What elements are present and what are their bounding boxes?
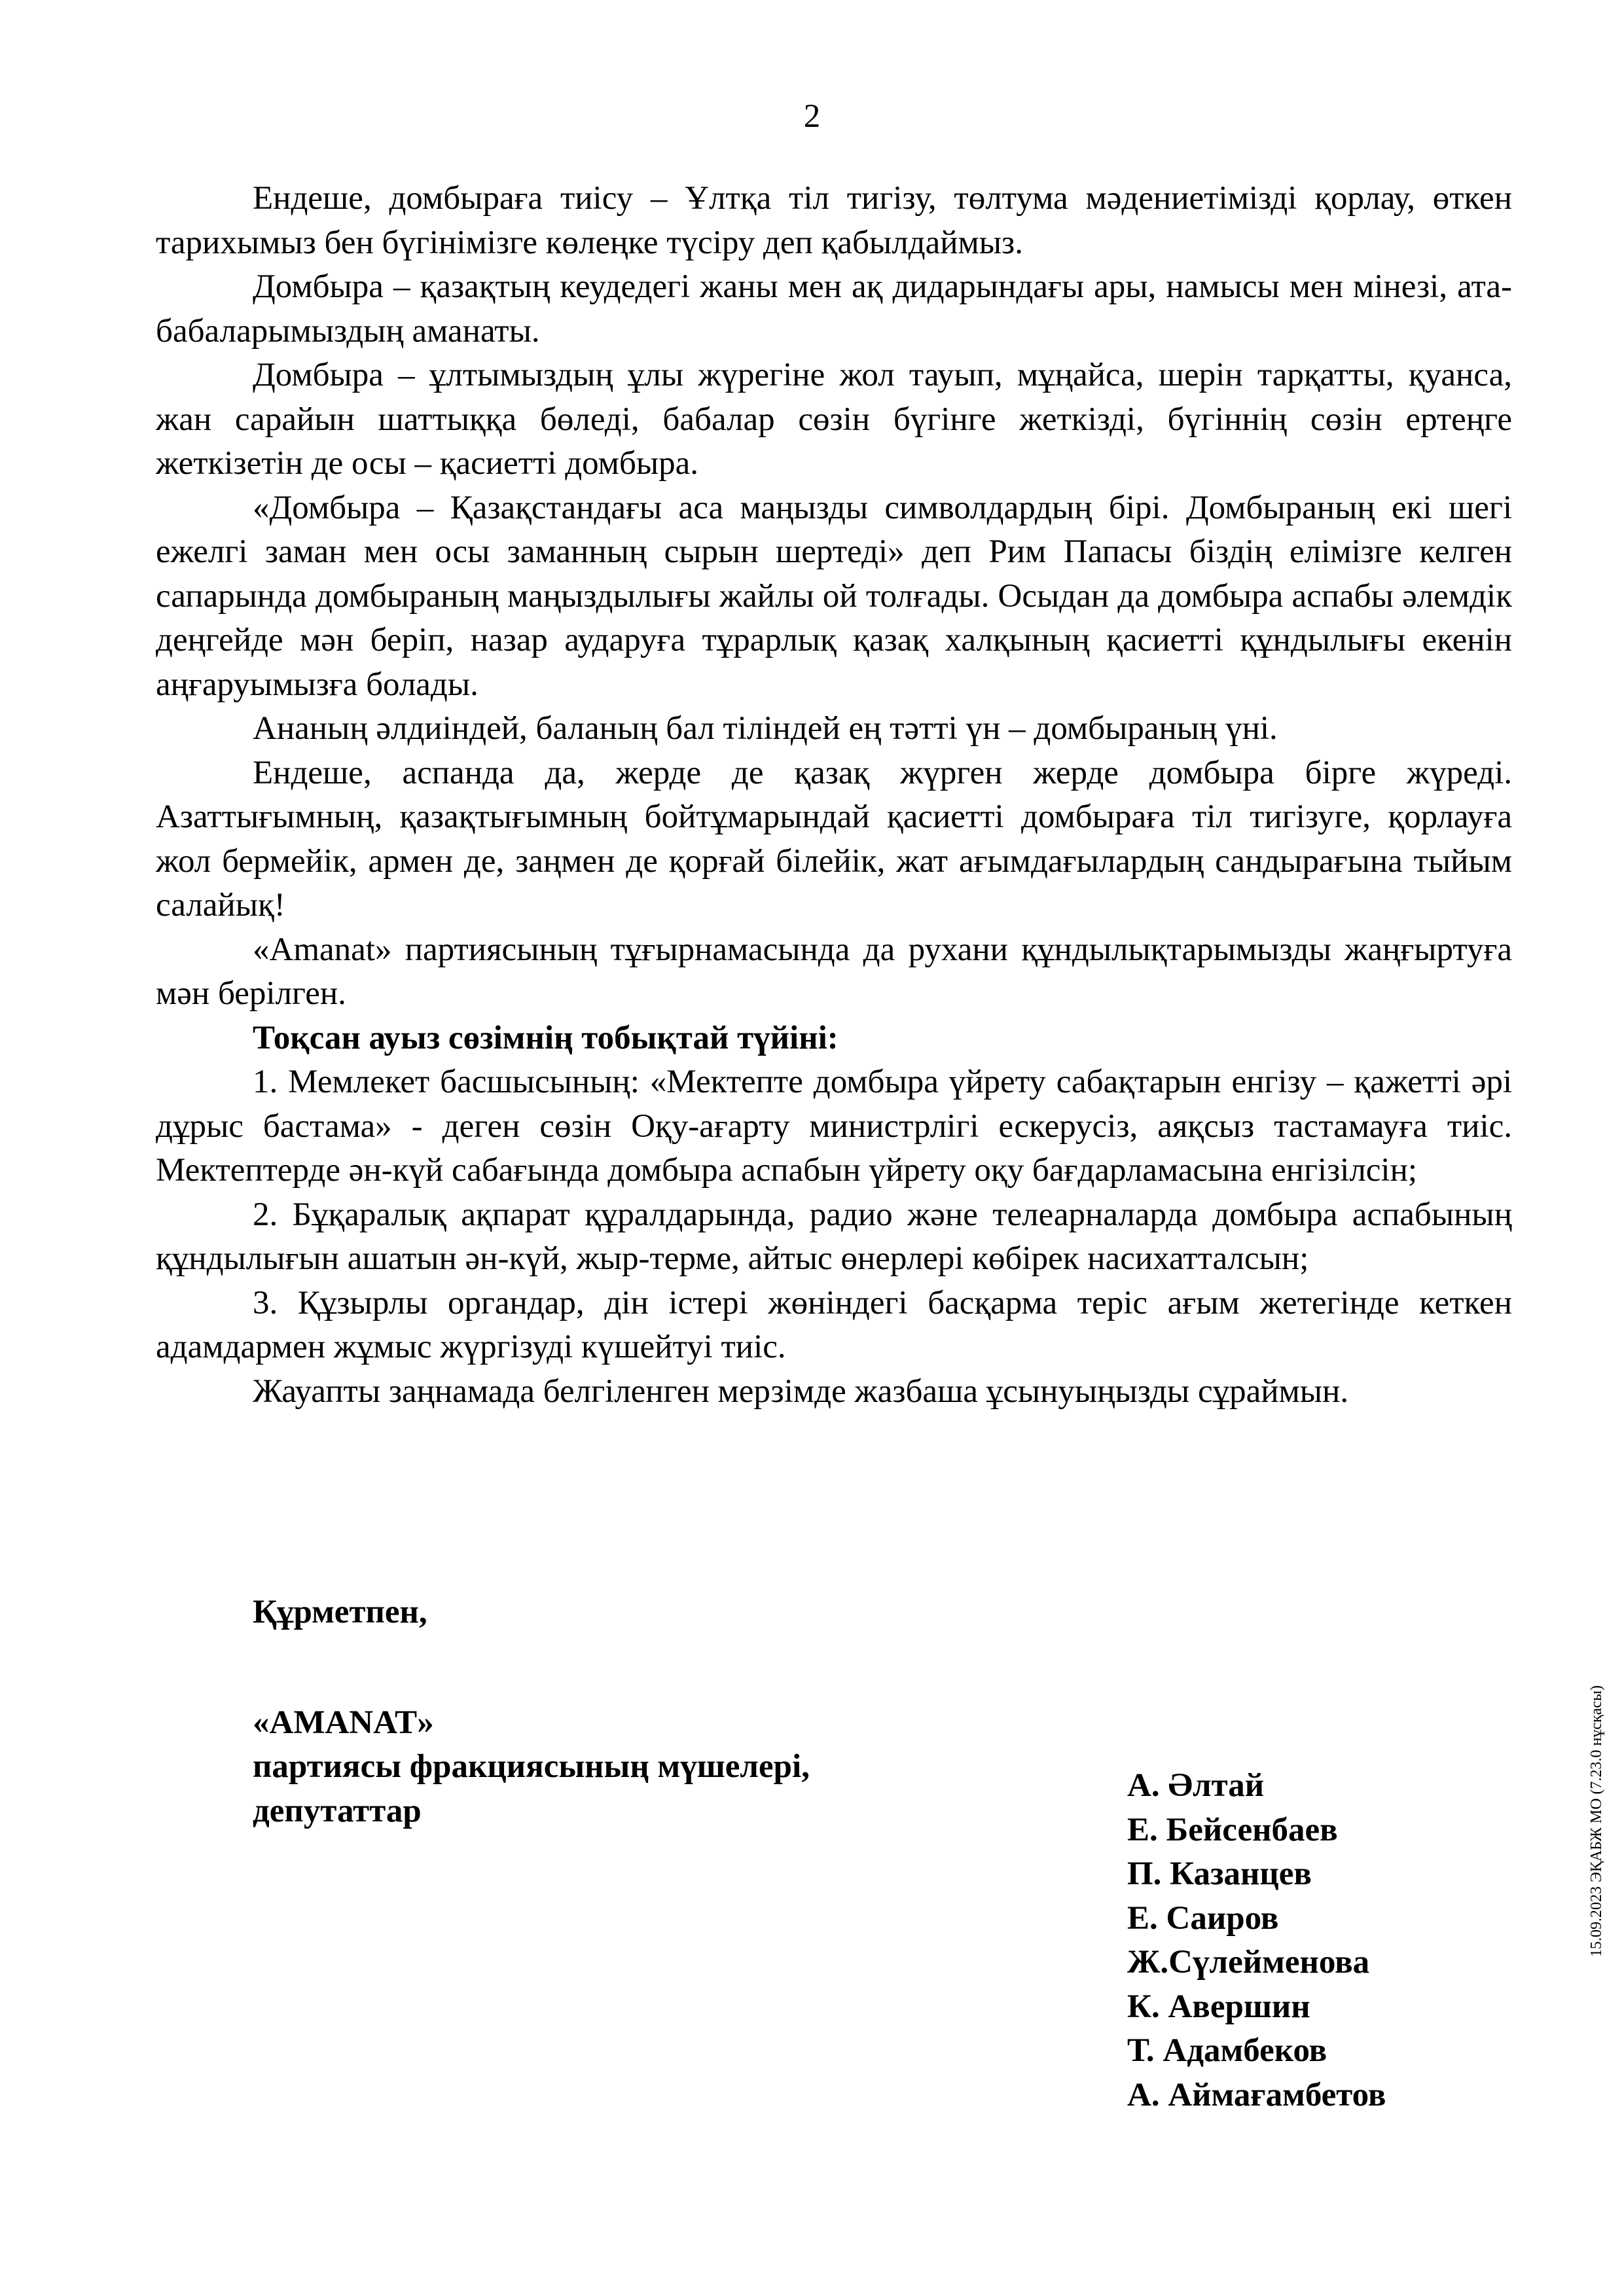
proposal-item: 1. Мемлекет басшысының: «Мектепте домбыра үйрету сабақтарын енгізу – қажетті әрі дұрыс бастама» - деген сөзін Оқу-ағарту министрлігі ескерусіз, аяқсыз тастамауға тиіс. Мектептерде ән-күй сабағында домбыра аспабын үйрету оқу бағдарламасына енгізілсін; <box>156 1064 1512 1189</box>
document-body <box>156 177 1512 1414</box>
paragraph: «Amanat» партиясының тұғырнамасында да рухани құндылықтарымызды жаңғыртуға мән берілген. <box>156 931 1512 1012</box>
faction-line: партиясы фракциясының мүшелері, <box>253 1748 810 1785</box>
signatory-name: Е. Саиров <box>1127 1899 1279 1937</box>
paragraph: Ананың әлдиіндей, баланың бал тіліндей ең тәтті үн – домбыраның үні. <box>253 710 1278 747</box>
signatory-name: К. Авершин <box>1127 1988 1310 2025</box>
party-name: «AMANAT» <box>253 1704 434 1741</box>
paragraph: Ендеше, аспанда да, жерде де қазақ жүрген жерде домбыра бірге жүреді. Азаттығымның, қазақтығымның бойтұмарындай қасиетті домбыраға тіл тигізуге, қорлауға жол бермейік, армен де, заңмен де қорғай білейік, жат ағымдағылардың сандырағына тыйым салайық! <box>156 754 1512 924</box>
side-stamp-text: 15.09.2023 ЭҚАБЖ МО (7.23.0 нұсқасы) <box>1588 1685 1605 1957</box>
role-line: депутаттар <box>253 1792 422 1829</box>
signatories-list <box>1127 1764 1386 2117</box>
signatory-name: А. Аймағамбетов <box>1127 2076 1386 2113</box>
request-line: Жауапты заңнамада белгіленген мерзімде жазбаша ұсынуыңызды сұраймын. <box>253 1372 1349 1410</box>
paragraph: Домбыра – қазақтың кеудедегі жаны мен ақ дидарындағы ары, намысы мен мінезі, ата-бабаларымыздың аманаты. <box>156 268 1512 350</box>
salutation: Құрметпен, <box>253 1594 427 1630</box>
signatory-name: Ж.Сүлейменова <box>1127 1944 1370 1981</box>
closing-block <box>253 1590 810 1833</box>
paragraph: «Домбыра – Қазақстандағы аса маңызды символдардың бірі. Домбыраның екі шегі ежелгі заман мен осы заманның сырын шертеді» деп Рим Папасы біздің елімізге келген сапарында домбыраның маңыздылығы жайлы ой толғады. Осыдан да домбыра аспабы әлемдік деңгейде мән беріп, назар аударуға тұрарлық қазақ халқының қасиетті құндылығы екенін аңғаруымызға болады. <box>156 489 1512 703</box>
paragraph: Ендеше, домбыраға тиісу – Ұлтқа тіл тигізу, төлтума мәдениетімізді қорлау, өткен тарихымыз бен бүгінімізге көлеңке түсіру деп қабылдаймыз. <box>156 180 1512 261</box>
signatory-name: Т. Адамбеков <box>1127 2032 1327 2069</box>
signatory-name: П. Казанцев <box>1127 1856 1312 1892</box>
signatory-name: А. Әлтай <box>1127 1767 1265 1804</box>
summary-heading: Тоқсан ауыз сөзімнің тобықтай түйіні: <box>253 1019 839 1056</box>
page-number: 2 <box>803 98 821 135</box>
proposal-item: 3. Құзырлы органдар, дін істері жөніндегі басқарма теріс ағым жетегінде кеткен адамдармен жұмыс жүргізуді күшейтуі тиіс. <box>156 1284 1512 1365</box>
signatory-name: Е. Бейсенбаев <box>1127 1811 1338 1848</box>
proposal-item: 2. Бұқаралық ақпарат құралдарында, радио және телеарналарда домбыра аспабының құндылығын ашатын ән-күй, жыр-терме, айтыс өнерлері көбірек насихатталсын; <box>156 1196 1512 1277</box>
paragraph: Домбыра – ұлтымыздың ұлы жүрегіне жол тауып, мұңайса, шерін тарқатты, қуанса, жан сарайын шаттыққа бөледі, бабалар сөзін бүгінге жеткізді, бүгіннің сөзін ертеңге жеткізетін де осы – қасиетті домбыра. <box>156 357 1512 482</box>
